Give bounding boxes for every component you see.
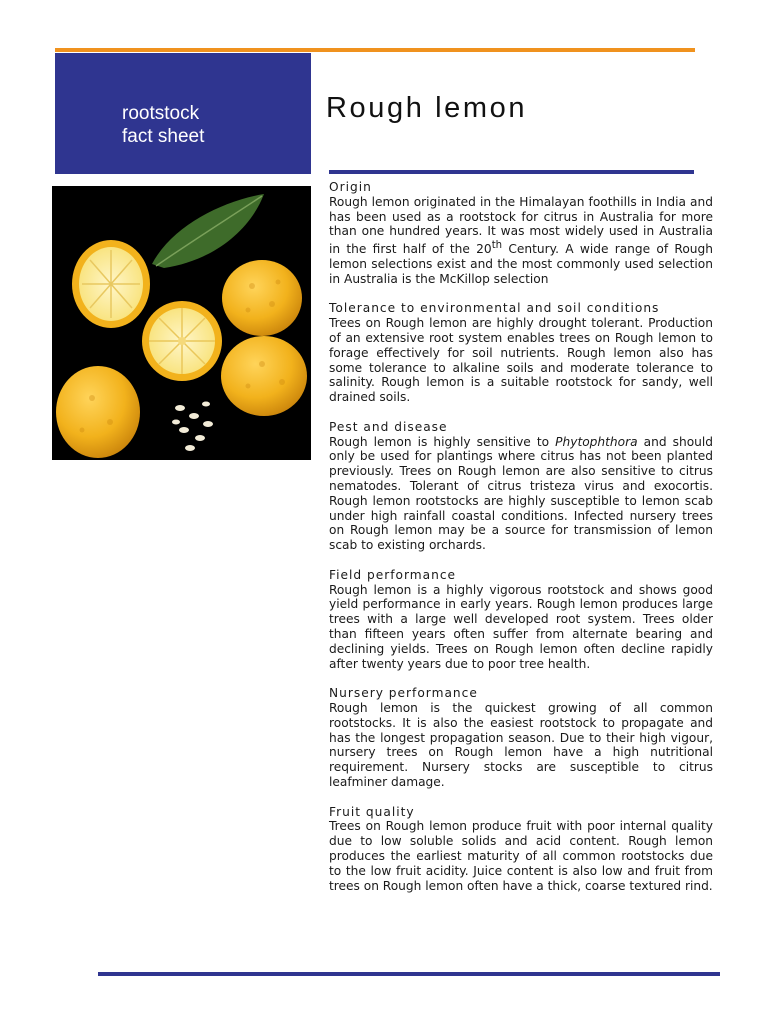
pathogen-name: Phytophthora bbox=[555, 434, 638, 449]
section-heading: Tolerance to environmental and soil conditions bbox=[329, 301, 660, 316]
header-label-line2: fact sheet bbox=[122, 126, 205, 147]
header-label-line1: rootstock bbox=[122, 103, 200, 124]
ordinal-suffix: th bbox=[491, 240, 503, 252]
header-label bbox=[122, 102, 204, 148]
section-nursery-performance bbox=[329, 686, 713, 790]
section-heading: Field performance bbox=[329, 567, 457, 582]
section-body bbox=[329, 435, 713, 553]
section-body: Trees on Rough lemon are highly drought tolerant. Production of an extensive root system enables trees on Rough lemon to forage effectively for soil nutrients. Rough lemon also has some tolerance to alkaline soils and moderate tolerance to salinity. Rough lemon is a suitable rootstock for sandy, well drained soils. bbox=[329, 316, 713, 405]
content-column bbox=[329, 180, 713, 908]
bottom-blue-rule bbox=[98, 972, 720, 976]
section-heading: Origin bbox=[329, 180, 372, 194]
header-label-box bbox=[55, 53, 311, 174]
section-body bbox=[329, 195, 713, 287]
section-field-performance bbox=[329, 568, 713, 672]
origin-text-part1: Rough lemon originated in the Himalayan foothills in India and has been used as a rootstock for citrus in Australia for more than one hundred years. It was most widely used in Australia in the first half of the 20 bbox=[329, 194, 713, 257]
section-heading: Fruit quality bbox=[329, 804, 415, 819]
section-fruit-quality bbox=[329, 805, 713, 894]
origin-text-part2: Century. A wide range of Rough lemon selections exist and the most commonly used selection in Australia is the McKillop selection bbox=[329, 242, 713, 286]
section-body: Rough lemon is the quickest growing of all common rootstocks. It is also the easiest rootstock to propagate and has the longest propagation season. Due to their high vigour, nursery trees on Rough lemon have a high nutritional requirement. Nursery stocks are susceptible to citrus leafminer damage. bbox=[329, 700, 713, 789]
top-orange-rule bbox=[55, 48, 695, 52]
page-title: Rough lemon bbox=[326, 92, 528, 124]
section-heading: Pest and disease bbox=[329, 419, 448, 434]
title-underline-rule bbox=[329, 170, 694, 174]
lemon-photo bbox=[52, 186, 311, 460]
pest-text-part2: and should only be used for plantings where citrus has not been planted previously. Trees on Rough lemon are also sensitive to citrus nematodes. Tolerant of citrus tristeza virus and exocortis. Rough lemon rootstocks are highly susceptible to lemon scab under high rainfall coastal conditions. Infected nursery trees on Rough lemon may be a source for transmission of lemon scab to existing orchards. bbox=[329, 434, 713, 553]
section-tolerance bbox=[329, 301, 713, 405]
section-heading: Nursery performance bbox=[329, 686, 478, 701]
pest-text-part1: Rough lemon is highly sensitive to bbox=[329, 434, 556, 449]
section-body: Trees on Rough lemon produce fruit with poor internal quality due to low soluble solids and acid content. Rough lemon produces the earliest maturity of all common rootstocks due to the low fruit acidity. Juice content is also low and fruit from trees on Rough lemon often have a thick, coarse textured rind. bbox=[329, 819, 713, 893]
section-body: Rough lemon is a highly vigorous rootstock and shows good yield performance in early years. Rough lemon produces large trees with a large well developed root system. Trees older than fifteen years often suffer from alternate bearing and declining yields. Trees on Rough lemon often decline rapidly after twenty years due to poor tree health. bbox=[329, 582, 713, 671]
section-origin bbox=[329, 180, 713, 287]
lemon-photo-illustration bbox=[52, 186, 311, 460]
section-pest-disease bbox=[329, 420, 713, 553]
